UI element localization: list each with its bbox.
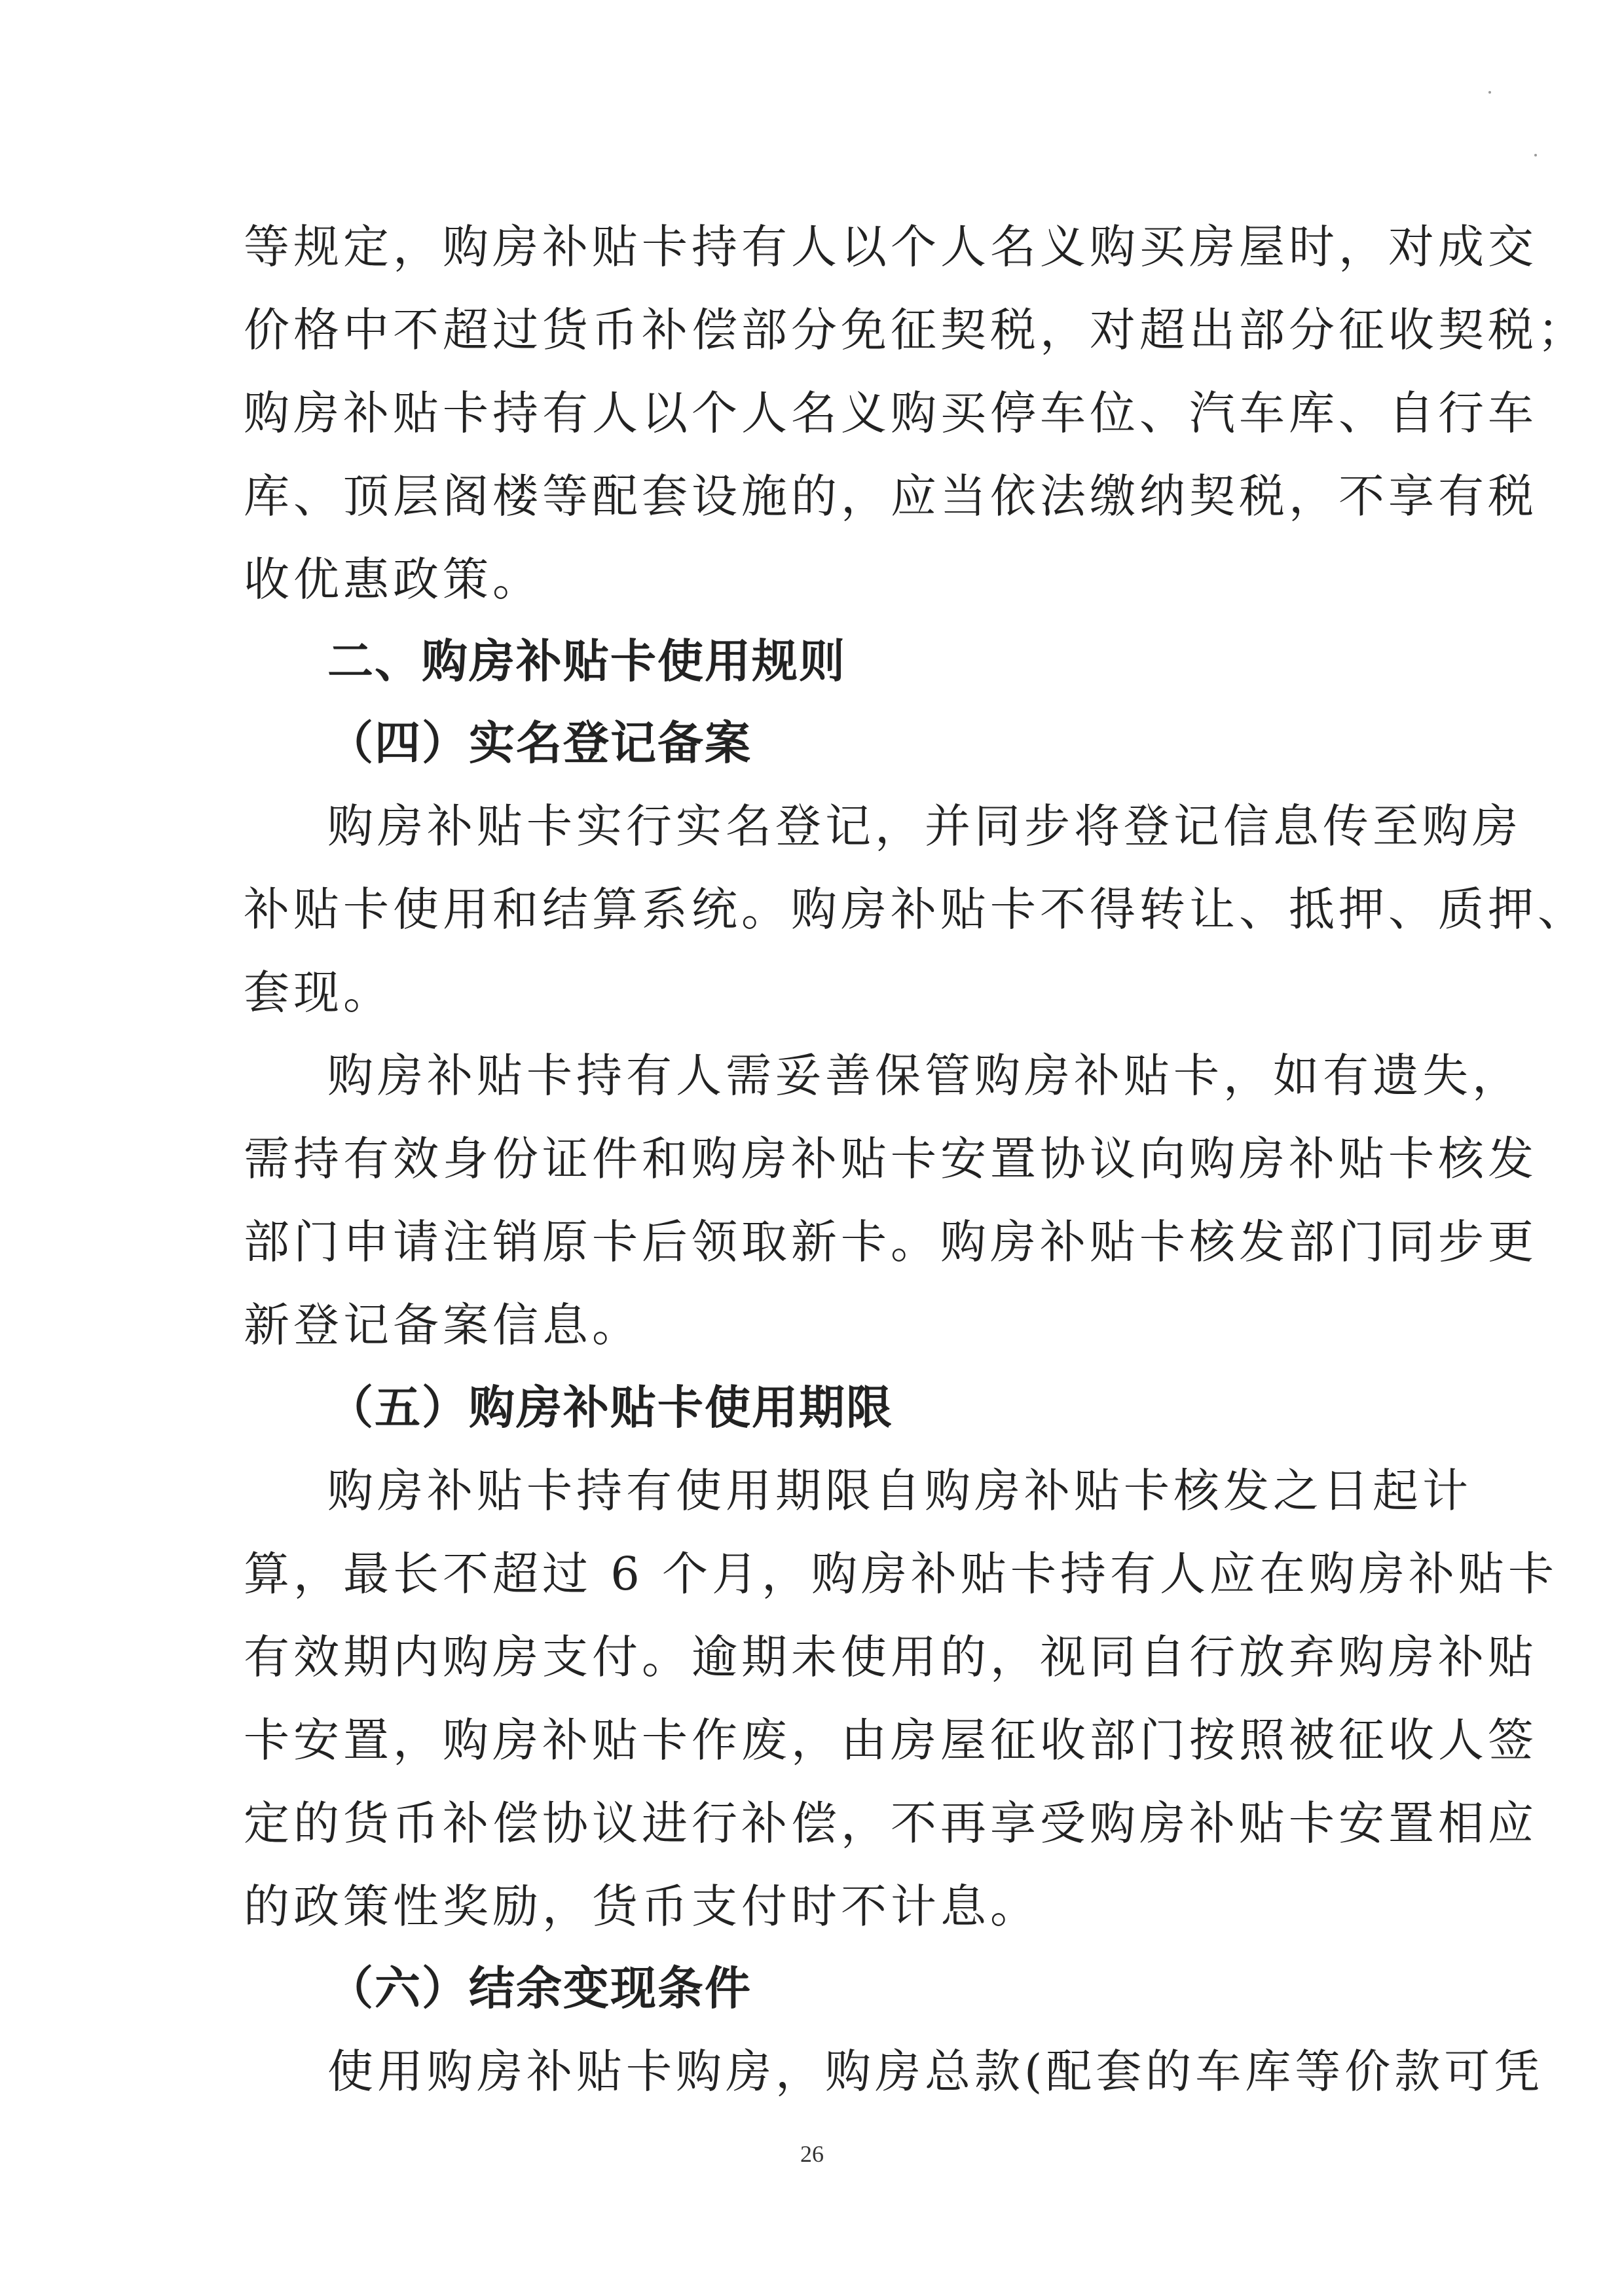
paragraph-line: 购房补贴卡实行实名登记，并同步将登记信息传至购房: [327, 799, 1522, 853]
paragraph-line: 卡安置，购房补贴卡作废，由房屋征收部门按照被征收人签: [244, 1713, 1538, 1767]
paragraph-line: 购房补贴卡持有使用期限自购房补贴卡核发之日起计: [327, 1464, 1472, 1518]
paragraph-line: 购房补贴卡持有人以个人名义购买停车位、汽车库、自行车: [244, 386, 1538, 440]
paragraph-line: 部门申请注销原卡后领取新卡。购房补贴卡核发部门同步更: [244, 1215, 1538, 1269]
paragraph-line: 套现。: [244, 966, 393, 1019]
paragraph-line: 需持有效身份证件和购房补贴卡安置协议向购房补贴卡核发: [244, 1132, 1538, 1186]
scan-speck: [1534, 154, 1537, 156]
subsection-heading: （六）结余变现条件: [327, 1961, 752, 2015]
subsection-heading: （五）购房补贴卡使用期限: [327, 1381, 893, 1434]
paragraph-line: 算，最长不超过 6 个月，购房补贴卡持有人应在购房补贴卡: [244, 1547, 1559, 1601]
subsection-heading: （四）实名登记备案: [327, 716, 752, 770]
paragraph-line: 的政策性奖励，货币支付时不计息。: [244, 1880, 1040, 1933]
page-number: 26: [800, 2141, 824, 2167]
section-heading: 二、购房补贴卡使用规则: [327, 634, 846, 688]
paragraph-line: 等规定，购房补贴卡持有人以个人名义购买房屋时，对成交: [244, 220, 1538, 274]
paragraph-line: 购房补贴卡持有人需妥善保管购房补贴卡，如有遗失，: [327, 1049, 1522, 1102]
paragraph-line: 有效期内购房支付。逾期未使用的，视同自行放弃购房补贴: [244, 1630, 1538, 1684]
paragraph-line: 价格中不超过货币补偿部分免征契税，对超出部分征收契税；: [244, 303, 1587, 357]
paragraph-line: 库、顶层阁楼等配套设施的，应当依法缴纳契税，不享有税: [244, 469, 1538, 523]
paragraph-line: 新登记备案信息。: [244, 1298, 642, 1352]
paragraph-line: 使用购房补贴卡购房，购房总款(配套的车库等价款可凭: [327, 2045, 1544, 2098]
paragraph-line: 定的货币补偿协议进行补偿，不再享受购房补贴卡安置相应: [244, 1796, 1538, 1850]
paragraph-line: 收优惠政策。: [244, 553, 542, 606]
scan-speck: [1488, 91, 1491, 94]
paragraph-line: 补贴卡使用和结算系统。购房补贴卡不得转让、抵押、质押、: [244, 883, 1587, 936]
